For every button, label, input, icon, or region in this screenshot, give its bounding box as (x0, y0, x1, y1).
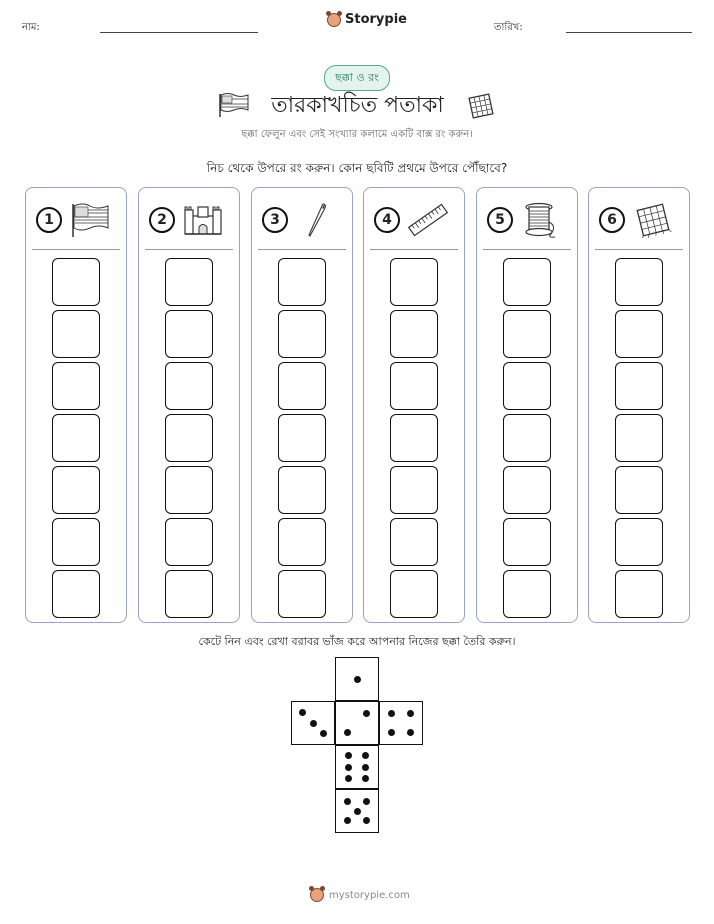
color-box[interactable] (165, 258, 213, 306)
dice-pip (320, 730, 327, 737)
color-box[interactable] (390, 570, 438, 618)
dice-pip (388, 729, 395, 736)
thread-spool-icon (521, 202, 561, 238)
color-box[interactable] (615, 258, 663, 306)
color-box[interactable] (503, 362, 551, 410)
dice-column-1 (25, 187, 127, 623)
column-divider (483, 249, 571, 250)
color-box[interactable] (615, 570, 663, 618)
dice-pip (345, 764, 352, 771)
column-number: 5 (487, 207, 513, 233)
color-box[interactable] (390, 414, 438, 462)
dice-pip (363, 817, 370, 824)
dice-column-4 (363, 187, 465, 623)
dice-pip (407, 729, 414, 736)
needle-icon (296, 202, 336, 238)
page-title: তারকাখচিত পতাকা (271, 93, 444, 118)
dice-pip (354, 808, 361, 815)
color-box[interactable] (390, 518, 438, 566)
dice-pip (344, 729, 351, 736)
ruler-icon (408, 202, 448, 238)
color-box[interactable] (278, 518, 326, 566)
dice-pip (362, 775, 369, 782)
name-line[interactable] (100, 32, 258, 33)
dice-pip (362, 764, 369, 771)
column-divider (258, 249, 346, 250)
color-box[interactable] (165, 518, 213, 566)
color-box[interactable] (52, 570, 100, 618)
color-box[interactable] (52, 414, 100, 462)
brand-name: Storypie (345, 12, 407, 27)
dice-pip (407, 710, 414, 717)
color-box[interactable] (278, 310, 326, 358)
bear-icon (327, 13, 341, 27)
title-quilt-icon (466, 92, 496, 124)
dice-column-5 (476, 187, 578, 623)
color-box[interactable] (165, 414, 213, 462)
date-line[interactable] (566, 32, 692, 33)
footer-url[interactable]: mystorypie.com (329, 889, 410, 901)
column-number: 3 (262, 207, 288, 233)
color-box[interactable] (615, 414, 663, 462)
color-box[interactable] (390, 466, 438, 514)
dice-face-4 (379, 701, 423, 745)
dice-column-6 (588, 187, 690, 623)
column-divider (370, 249, 458, 250)
color-box[interactable] (52, 518, 100, 566)
color-box[interactable] (165, 362, 213, 410)
color-box[interactable] (615, 362, 663, 410)
color-box[interactable] (52, 362, 100, 410)
dice-pip (363, 798, 370, 805)
instruction: নিচ থেকে উপরে রং করুন। কোন ছবিটি প্রথমে উপরে পৌঁছাবে? (206, 161, 508, 175)
color-box[interactable] (503, 310, 551, 358)
dice-pip (354, 676, 361, 683)
column-number: 6 (599, 207, 625, 233)
column-number: 2 (149, 207, 175, 233)
color-box[interactable] (615, 310, 663, 358)
dice-face-2 (335, 701, 379, 745)
brand-logo (327, 12, 407, 27)
color-box[interactable] (503, 570, 551, 618)
color-box[interactable] (503, 414, 551, 462)
color-box[interactable] (615, 518, 663, 566)
color-box[interactable] (52, 466, 100, 514)
dice-face-6 (335, 745, 379, 789)
dice-pip (388, 710, 395, 717)
color-box[interactable] (278, 466, 326, 514)
dice-pip (344, 798, 351, 805)
column-number: 4 (374, 207, 400, 233)
castle-icon (183, 202, 223, 238)
color-box[interactable] (52, 310, 100, 358)
color-box[interactable] (503, 258, 551, 306)
dice-pip (310, 720, 317, 727)
cut-instruction: কেটে নিন এবং রেখা বরাবর ভাঁজ করে আপনার নিজের ছক্কা তৈরি করুন। (198, 635, 516, 648)
color-box[interactable] (390, 310, 438, 358)
dice-column-3 (251, 187, 353, 623)
color-box[interactable] (503, 518, 551, 566)
color-box[interactable] (615, 466, 663, 514)
date-label: তারিখ: (494, 22, 523, 33)
color-box[interactable] (165, 466, 213, 514)
dice-pip (363, 710, 370, 717)
color-box[interactable] (278, 570, 326, 618)
column-divider (595, 249, 683, 250)
dice-pip (344, 817, 351, 824)
column-divider (32, 249, 120, 250)
dice-face-3 (291, 701, 335, 745)
color-box[interactable] (278, 414, 326, 462)
dice-face-5 (335, 789, 379, 833)
color-box[interactable] (503, 466, 551, 514)
dice-pip (299, 709, 306, 716)
quilt-icon (633, 202, 673, 238)
color-box[interactable] (165, 570, 213, 618)
color-box[interactable] (390, 258, 438, 306)
color-box[interactable] (52, 258, 100, 306)
column-divider (145, 249, 233, 250)
column-number: 1 (36, 207, 62, 233)
dice-pip (345, 752, 352, 759)
dice-pip (362, 752, 369, 759)
flag-icon (70, 202, 110, 238)
dice-column-2 (138, 187, 240, 623)
footer (310, 888, 410, 902)
name-label: নাম: (22, 22, 40, 33)
color-box[interactable] (278, 362, 326, 410)
color-box[interactable] (278, 258, 326, 306)
color-box[interactable] (165, 310, 213, 358)
dice-pip (345, 775, 352, 782)
dice-face-1 (335, 657, 379, 701)
color-box[interactable] (390, 362, 438, 410)
title-flag-icon (218, 92, 250, 122)
subtitle: ছক্কা ফেলুন এবং সেই সংখ্যার কলামে একটি বাক্স রং করুন। (241, 129, 473, 140)
footer-bear-icon (310, 888, 324, 902)
game-type-badge: ছক্কা ও রং (324, 65, 390, 91)
